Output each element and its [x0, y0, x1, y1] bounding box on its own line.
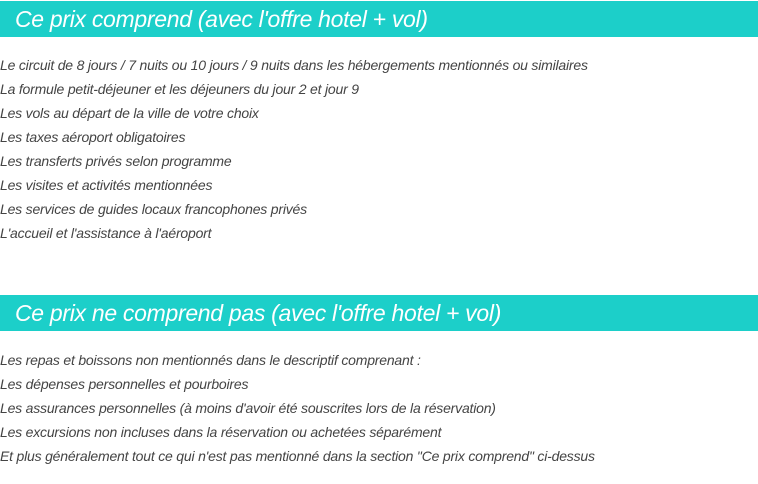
excludes-list-item: Les assurances personnelles (à moins d'avoir été souscrites lors de la réservation): [0, 400, 496, 416]
excludes-section-header: [0, 295, 758, 331]
includes-list-item: Le circuit de 8 jours / 7 nuits ou 10 jours / 9 nuits dans les hébergements mentionnés ou similaires: [0, 57, 588, 73]
includes-list: [0, 53, 588, 245]
excludes-list-item: Les repas et boissons non mentionnés dans le descriptif comprenant :: [0, 352, 421, 368]
includes-list-item: Les transferts privés selon programme: [0, 153, 232, 169]
excludes-list: [0, 348, 595, 468]
excludes-list-item: Les dépenses personnelles et pourboires: [0, 376, 249, 392]
includes-list-item: L'accueil et l'assistance à l'aéroport: [0, 225, 212, 241]
excludes-list-item: Les excursions non incluses dans la réservation ou achetées séparément: [0, 424, 442, 440]
excludes-section-title: Ce prix ne comprend pas (avec l'offre hotel + vol): [15, 299, 502, 326]
includes-list-item: La formule petit-déjeuner et les déjeuners du jour 2 et jour 9: [0, 81, 359, 97]
includes-section-header: [0, 1, 758, 37]
includes-section-title: Ce prix comprend (avec l'offre hotel + vol): [15, 5, 428, 32]
excludes-list-item: Et plus généralement tout ce qui n'est pas mentionné dans la section "Ce prix comprend" ci-dessus: [0, 448, 595, 464]
includes-list-item: Les taxes aéroport obligatoires: [0, 129, 186, 145]
includes-list-item: Les vols au départ de la ville de votre choix: [0, 105, 259, 121]
includes-list-item: Les visites et activités mentionnées: [0, 177, 213, 193]
includes-list-item: Les services de guides locaux francophones privés: [0, 201, 307, 217]
